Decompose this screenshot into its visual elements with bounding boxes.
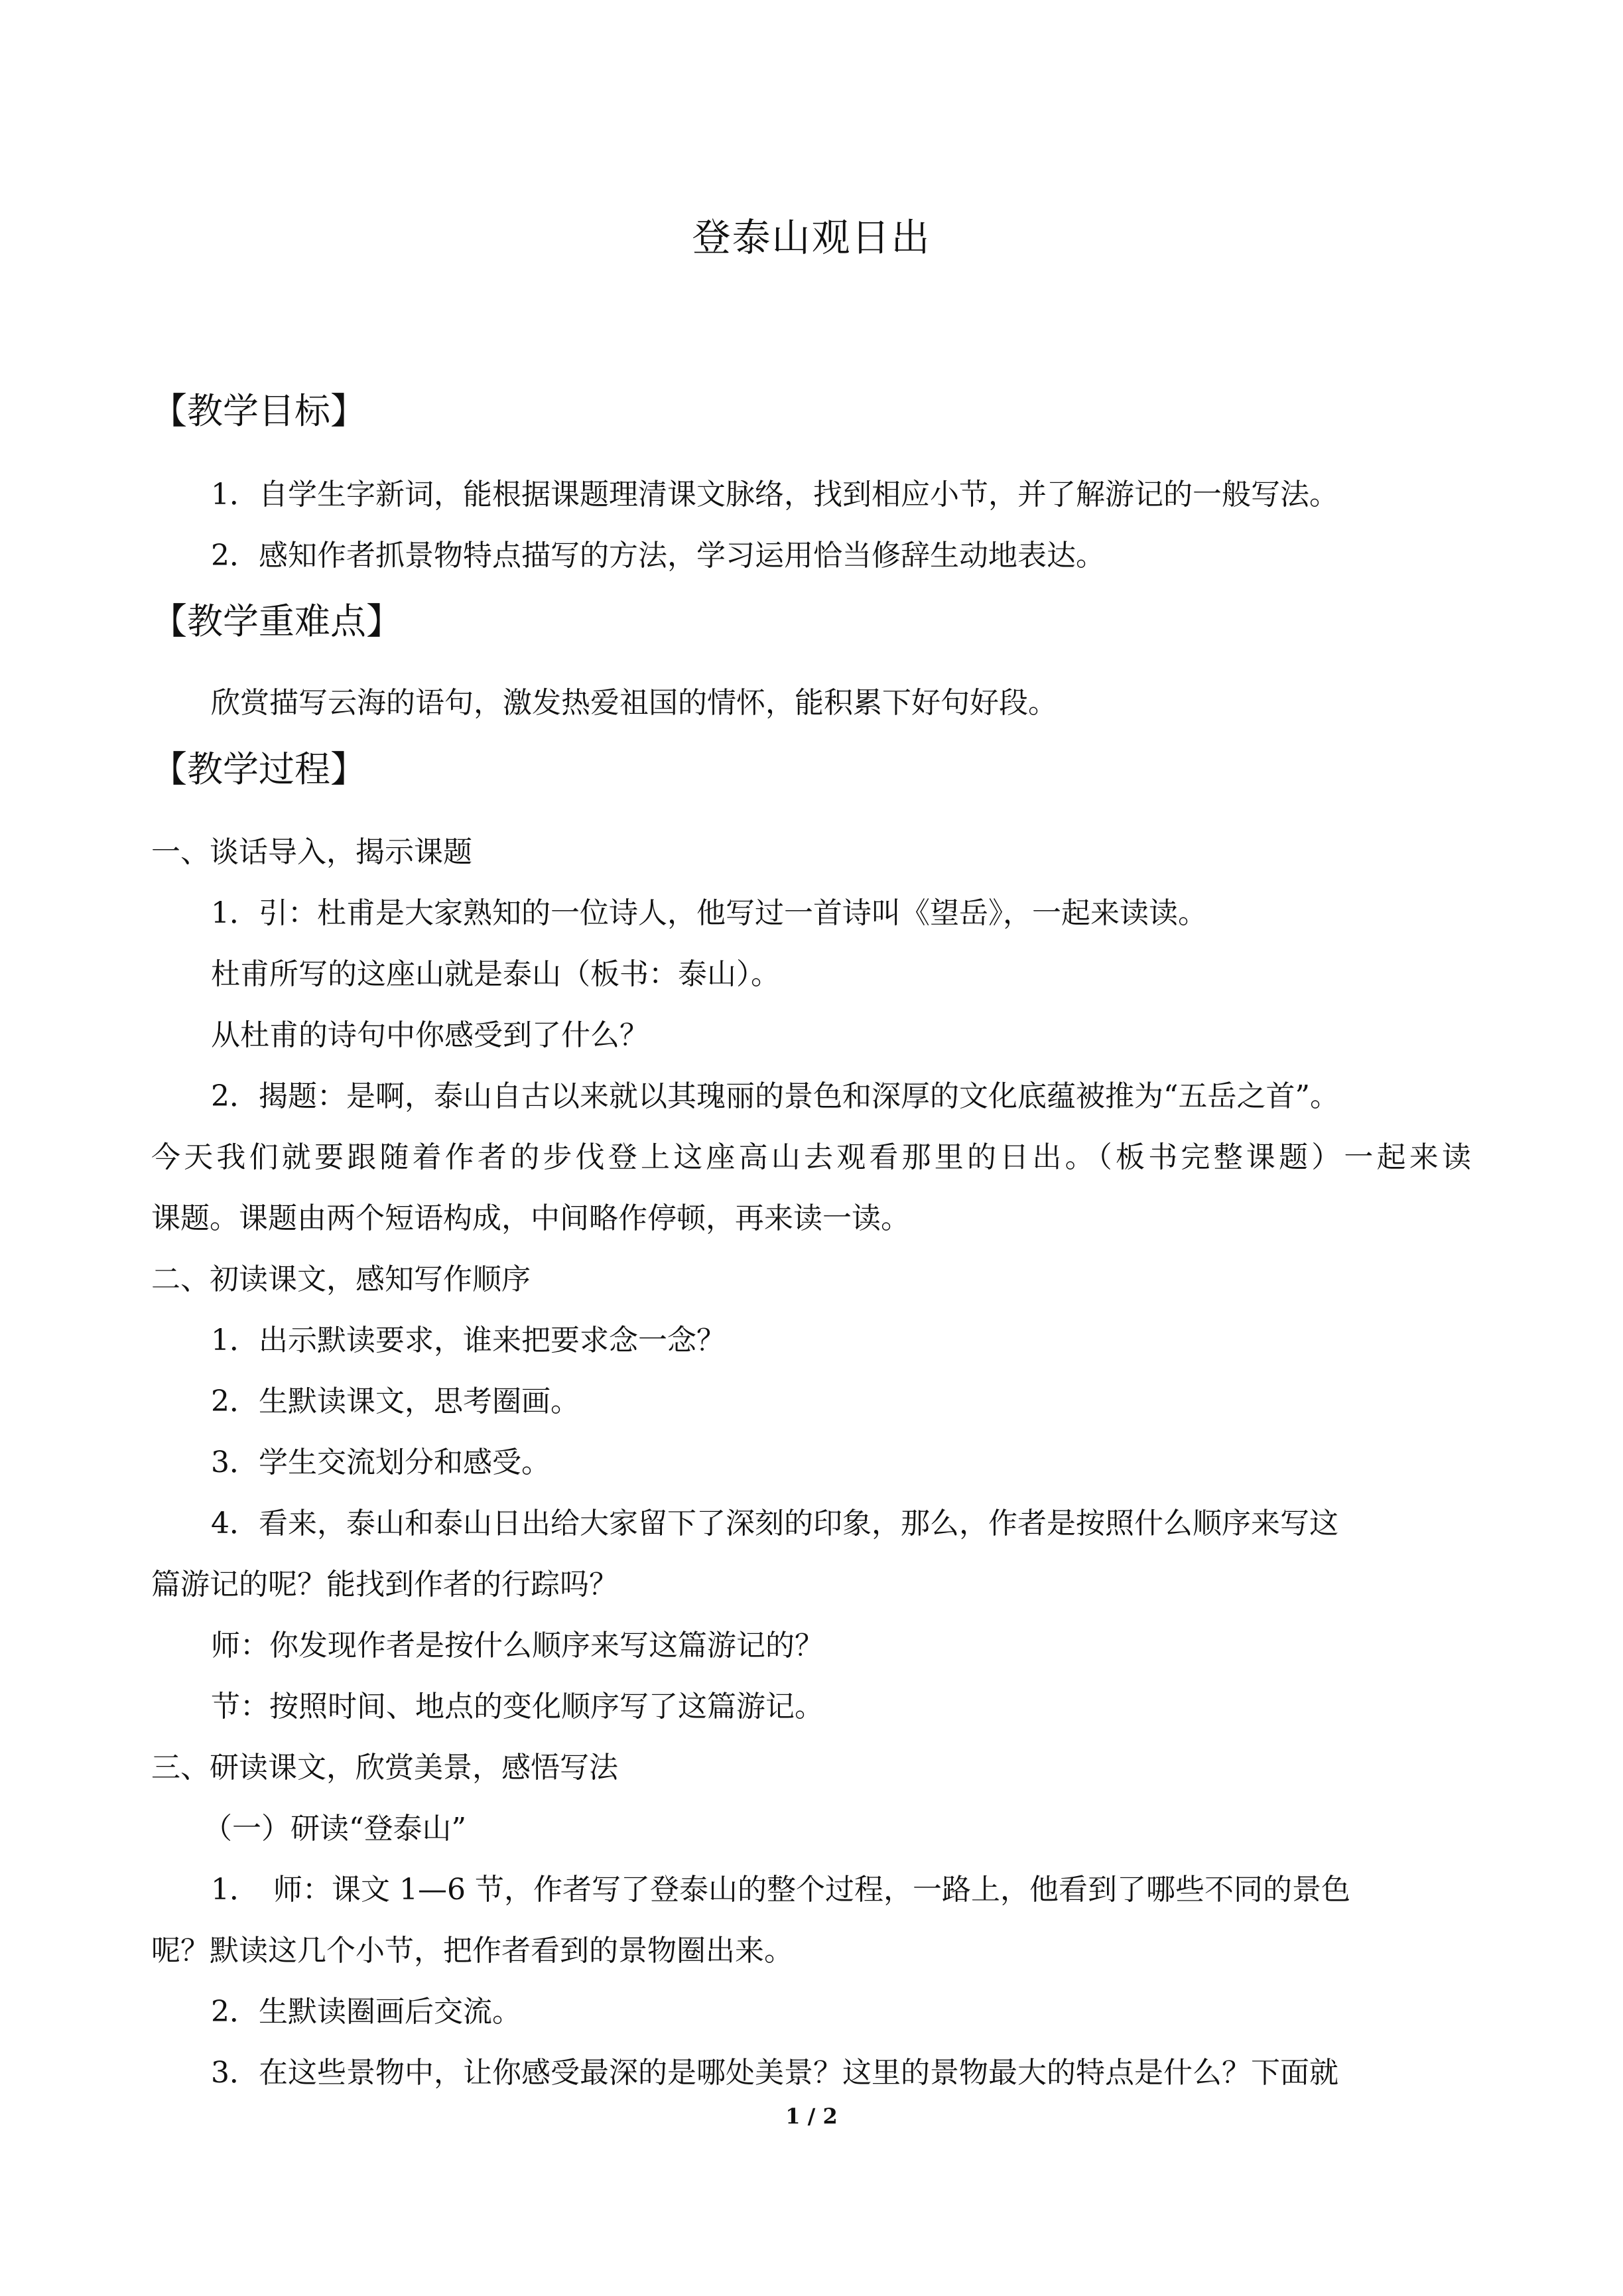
goal-item: 2．感知作者抓景物特点描写的方法，学习运用恰当修辞生动地表达。 xyxy=(211,539,1105,573)
document-title: 登泰山观日出 xyxy=(692,215,931,260)
process-line: 1．出示默读要求，谁来把要求念一念？ xyxy=(211,1323,726,1357)
subsection-heading: （一）研读“登泰山” xyxy=(203,1812,466,1846)
process-line: 1． 师：课文 1—6 节，作者写了登泰山的整个过程，一路上，他看到了哪些不同的景色 xyxy=(211,1873,1350,1907)
process-line: 2．生默读课文，思考圈画。 xyxy=(211,1384,580,1418)
keypoints-heading: 【教学重难点】 xyxy=(151,600,402,642)
process-line: 杜甫所写的这座山就是泰山（板书：泰山）。 xyxy=(211,957,780,991)
process-line: 呢？默读这几个小节，把作者看到的景物圈出来。 xyxy=(151,1934,793,1968)
process-line: 2．揭题：是啊，泰山自古以来就以其瑰丽的景色和深厚的文化底蕴被推为“五岳之首”。 xyxy=(211,1079,1339,1113)
process-line: 篇游记的呢？能找到作者的行踪吗？ xyxy=(151,1568,618,1601)
goals-heading: 【教学目标】 xyxy=(151,390,366,432)
process-line: 节：按照时间、地点的变化顺序写了这篇游记。 xyxy=(211,1690,824,1723)
process-line: 3．学生交流划分和感受。 xyxy=(211,1446,551,1479)
process-line: 4．看来，泰山和泰山日出给大家留下了深刻的印象，那么，作者是按照什么顺序来写这 xyxy=(211,1507,1338,1540)
goal-item: 1．自学生字新词，能根据课题理清课文脉络，找到相应小节，并了解游记的一般写法。 xyxy=(211,478,1338,511)
page-number: 1 / 2 xyxy=(785,2104,838,2129)
process-line: 课题。课题由两个短语构成，中间略作停顿，再来读一读。 xyxy=(151,1201,910,1235)
process-line: 今天我们就要跟随着作者的步伐登上这座高山去观看那里的日出。（板书完整课题）一起来读 xyxy=(151,1140,1471,1174)
section-heading: 三、研读课文，欣赏美景，感悟写法 xyxy=(151,1751,618,1785)
section-heading: 一、谈话导入，揭示课题 xyxy=(151,835,472,869)
process-heading: 【教学过程】 xyxy=(151,748,366,790)
process-line: 师：你发现作者是按什么顺序来写这篇游记的？ xyxy=(211,1629,824,1662)
process-line: 1．引：杜甫是大家熟知的一位诗人，他写过一首诗叫《望岳》，一起来读读。 xyxy=(211,896,1207,930)
keypoints-text: 欣赏描写云海的语句，激发热爱祖国的情怀，能积累下好句好段。 xyxy=(211,686,1057,720)
process-line: 3．在这些景物中，让你感受最深的是哪处美景？这里的景物最大的特点是什么？下面就 xyxy=(211,2056,1338,2090)
process-line: 从杜甫的诗句中你感受到了什么？ xyxy=(211,1018,649,1052)
section-heading: 二、初读课文，感知写作顺序 xyxy=(151,1262,531,1296)
process-line: 2．生默读圈画后交流。 xyxy=(211,1995,521,2029)
